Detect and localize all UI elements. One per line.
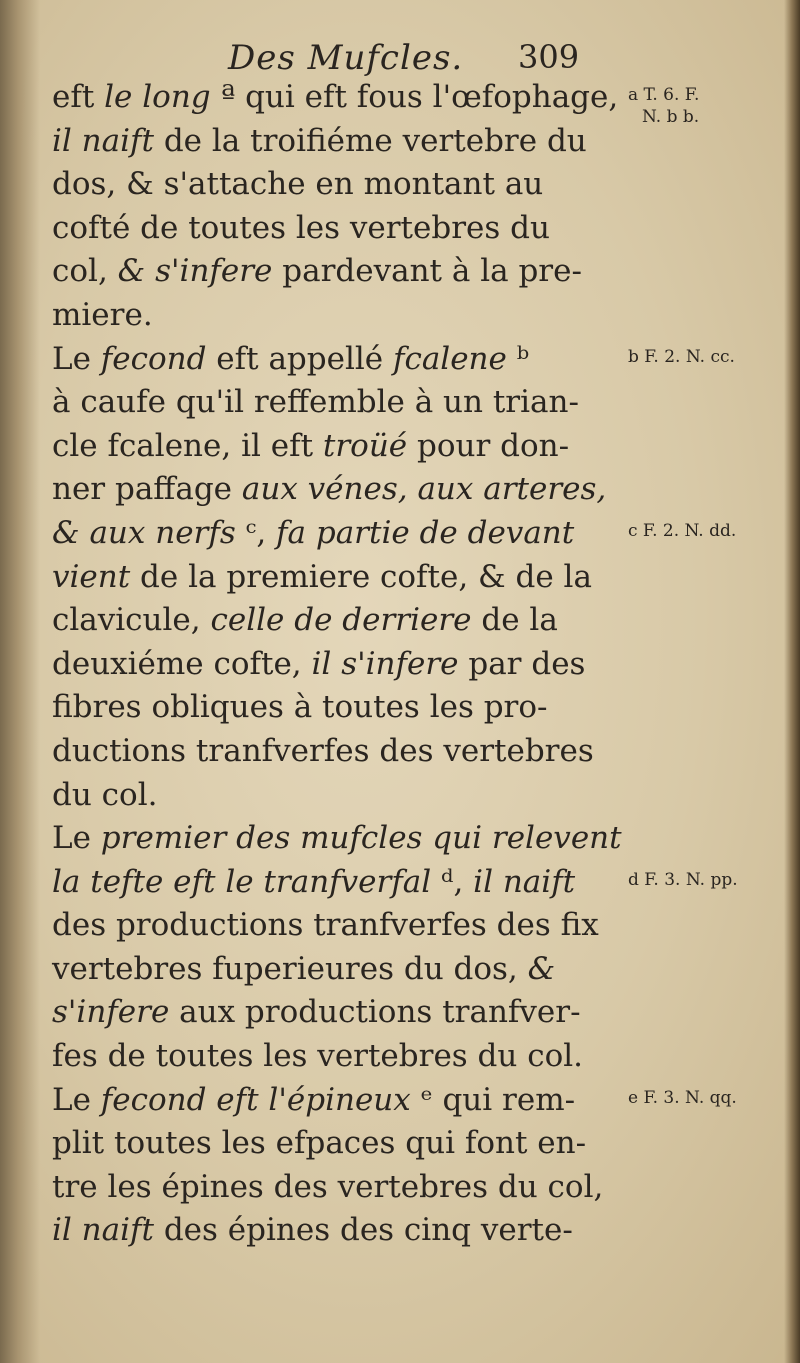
- text-run: Le: [52, 340, 101, 377]
- italic-run: s'infere: [52, 994, 170, 1031]
- text-line: [52, 163, 612, 207]
- margin-note: [628, 346, 798, 368]
- margin-note: [628, 869, 798, 891]
- text-line: [52, 338, 612, 382]
- italic-run: fa partie de devant: [276, 514, 575, 551]
- text-run: clavicule,: [52, 602, 211, 639]
- text-line: [52, 861, 612, 905]
- text-line: [52, 1209, 612, 1253]
- text-run: col,: [52, 253, 118, 290]
- text-run: ª qui eft fous l'œfophage,: [210, 79, 619, 115]
- italic-run: vient: [52, 558, 131, 595]
- margin-note-text: d F. 3. N. pp.: [628, 869, 738, 890]
- text-line: [52, 991, 612, 1035]
- italic-run: & s'infere: [117, 253, 273, 290]
- page-number: 309: [518, 38, 580, 76]
- italic-run: il naift: [473, 863, 576, 900]
- text-run: des épines des cinq verte-: [153, 1212, 573, 1249]
- margin-note: [628, 520, 798, 542]
- text-run: cle fcalene, il eft: [52, 427, 323, 464]
- margin-note-text: N. b b.: [642, 107, 700, 127]
- italic-run: troüé: [322, 427, 408, 464]
- page-edge-right: [784, 0, 800, 1363]
- text-run: eft: [52, 79, 105, 115]
- text-run: ᶜ,: [235, 514, 277, 551]
- text-line: [52, 817, 622, 861]
- text-run: vertebres fuperieures du dos,: [52, 950, 528, 987]
- text-run: aux productions tranfver-: [169, 994, 581, 1031]
- text-run: Le: [52, 820, 101, 857]
- text-line: [52, 381, 612, 425]
- italic-run: fcalene: [392, 340, 507, 377]
- text-run: plit toutes les efpaces qui font en-: [52, 1125, 587, 1162]
- text-run: miere.: [52, 296, 153, 333]
- text-line: [52, 1079, 612, 1123]
- text-run: pardevant à la pre-: [272, 253, 582, 290]
- text-line: [52, 1122, 612, 1166]
- text-run: tre les épines des vertebres du col,: [52, 1168, 604, 1205]
- italic-run: il s'infere: [311, 645, 459, 682]
- text-line: [52, 250, 612, 294]
- body-text: [52, 76, 622, 1253]
- text-run: des productions tranfverfes des fix: [52, 907, 599, 944]
- margin-note: [628, 84, 798, 128]
- page-edge-left: [0, 0, 40, 1363]
- italic-run: premier des mufcles qui relevent: [100, 820, 622, 857]
- text-run: eft appellé: [206, 340, 393, 377]
- text-line: [52, 1166, 612, 1210]
- text-run: de la troifiéme vertebre du: [153, 122, 587, 159]
- italic-run: il naift: [52, 1212, 154, 1249]
- text-line: [52, 599, 612, 643]
- italic-run: il naift: [52, 122, 154, 159]
- text-line: [52, 643, 612, 687]
- text-run: fibres obliques à toutes les pro-: [52, 689, 548, 726]
- text-line: [52, 686, 612, 730]
- text-line: [52, 512, 612, 556]
- text-line: [52, 120, 612, 164]
- text-line: [52, 730, 612, 774]
- text-run: ner paffage: [52, 471, 242, 508]
- italic-run: &: [527, 950, 556, 987]
- margin-note-text: b F. 2. N. cc.: [628, 346, 735, 367]
- text-line: [52, 1035, 612, 1079]
- text-line: [52, 207, 612, 251]
- text-line: [52, 76, 619, 120]
- text-run: ᵈ,: [431, 863, 474, 900]
- margin-note-text: a T. 6. F.: [628, 85, 700, 105]
- italic-run: la tefte eft le tranfverfal: [52, 863, 432, 900]
- italic-run: fecond eft l'épineux: [100, 1081, 411, 1118]
- text-run: fes de toutes les vertebres du col.: [52, 1038, 584, 1075]
- italic-run: celle de derriere: [210, 602, 472, 639]
- italic-run: fecond: [100, 340, 207, 377]
- text-run: pour don-: [407, 427, 570, 464]
- text-run: cofté de toutes les vertebres du: [52, 209, 550, 246]
- text-run: de la: [471, 602, 558, 639]
- italic-run: aux vénes, aux arteres,: [241, 471, 607, 508]
- text-run: de la premiere cofte, & de la: [130, 558, 592, 595]
- text-line: [52, 425, 612, 469]
- italic-run: le long: [104, 79, 211, 115]
- text-run: deuxiéme cofte,: [52, 645, 312, 682]
- text-run: ᵇ: [506, 340, 530, 377]
- text-line: [52, 294, 612, 338]
- text-line: [52, 468, 612, 512]
- running-title: Des Mufcles.: [228, 38, 464, 78]
- text-run: par des: [458, 645, 586, 682]
- margin-note-text: c F. 2. N. dd.: [628, 521, 737, 541]
- text-line: [52, 948, 612, 992]
- text-run: Le: [52, 1081, 101, 1118]
- text-run: dos, & s'attache en montant au: [52, 166, 544, 203]
- margin-note-text: e F. 3. N. qq.: [628, 1087, 737, 1108]
- text-run: ᵉ qui rem-: [410, 1081, 576, 1118]
- italic-run: & aux nerfs: [52, 514, 236, 551]
- text-run: ductions tranfverfes des vertebres: [52, 732, 594, 769]
- text-run: du col.: [52, 776, 158, 813]
- text-line: [52, 904, 612, 948]
- text-line: [52, 556, 612, 600]
- margin-note: [628, 1087, 798, 1109]
- text-line: [52, 774, 612, 818]
- text-run: à caufe qu'il reffemble à un trian-: [52, 384, 579, 421]
